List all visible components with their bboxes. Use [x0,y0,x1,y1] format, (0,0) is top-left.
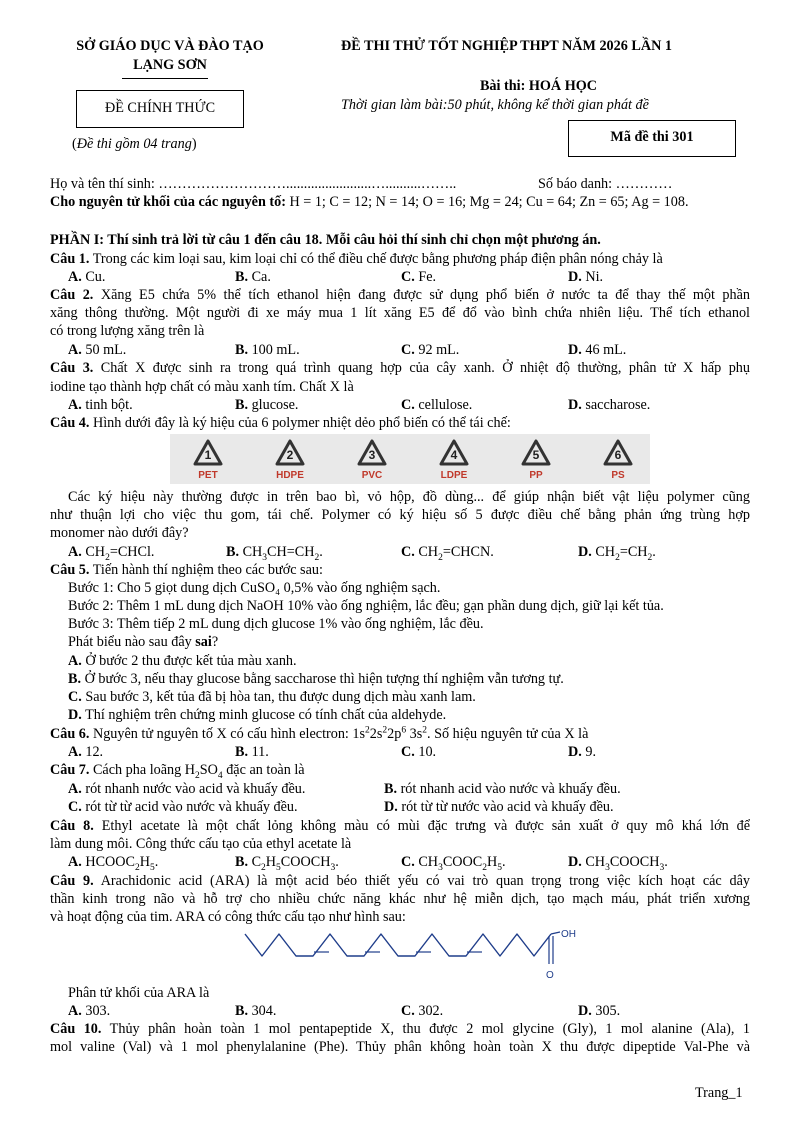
q8-line2: làm dung môi. Công thức cấu tạo của ethyl acetate là [50,836,352,852]
exam-title: ĐỀ THI THỬ TỐT NGHIỆP THPT NĂM 2026 LẦN 1 [341,38,672,54]
o-label: O [546,970,554,981]
q8-option-c: C. $CH_3COOC_2H_5$. [401,854,506,873]
q5-option-d: D. Thí nghiệm trên chứng minh glucose có tính chất của aldehyde. [68,707,447,723]
page-number: Trang_1 [695,1085,743,1101]
q4-option-a: A. $CH_2=CHCl$. [68,544,155,563]
student-id-line: Số báo danh: ………… [538,176,673,192]
subject: Bài thi: HOÁ HỌC [479,78,598,94]
recycle-symbol-2: 2 HDPE [260,434,320,484]
q2-label: Câu 2. [50,287,94,303]
recycle-symbol-3: 3 PVC [342,434,402,484]
q1-option-b: B. Ca. [235,269,271,285]
q6-option-c: C. 10. [401,744,437,760]
recycle-symbol-1: 1 PET [178,434,238,484]
exam-code-box [568,120,736,157]
q9-line3: và hoạt động của tim. ARA có công thức cấu tạo như hình sau: [50,909,406,925]
recycle-symbol-6: 6 PS [588,434,648,484]
q8-line1: Câu 8. Ethyl acetate là một chất lỏng không màu có mùi đặc trưng và được sản xuất ở quy mô khá lớn để [50,818,750,834]
exam-code: Mã đề thi 301 [610,129,694,145]
q3-option-b: B. glucose. [235,397,299,413]
q9-option-d: D. 305. [578,1003,621,1019]
q6-option-b: B. 11. [235,744,269,760]
header-underline [122,78,208,79]
q10-line1: Câu 10. Thủy phân hoàn toàn 1 mol pentapeptide X, thu được 2 mol glycine (Gly), 1 mol alanine (Ala), 1 [50,1021,750,1037]
q2-option-c: C. 92 mL. [401,342,460,358]
part1-title: PHẦN I: Thí sinh trả lời từ câu 1 đến câu 18. Mỗi câu hỏi thí sinh chỉ chọn một phương án. [50,232,601,248]
recycle-symbols [170,434,650,484]
q3-option-d: D. saccharose. [568,397,651,413]
q7-option-a: A. rót nhanh nước vào acid và khuấy đều. [68,781,306,797]
atomic-masses [50,194,689,211]
q5-option-a: A. Ở bước 2 thu được kết tủa màu xanh. [68,653,297,669]
pages-note [72,136,197,153]
q5-step2: Bước 2: Thêm 1 mL dung dịch NaOH 10% vào ống nghiệm, lắc đều; gạn phần dung dịch, giữ lại kết tủa. [68,598,664,614]
q4-line3: monomer nào dưới đây? [50,525,189,541]
q2-option-b: B. 100 mL. [235,342,300,358]
q4-line2: như thuận lợi cho việc thu gom, tái chế. Polymer có ký hiệu số 5 được điều chế bằng phản ứng trùng hợp [50,507,750,523]
q2-line1: Câu 2. Xăng E5 chứa 5% thể tích ethanol hiện đang được sử dụng phổ biến ở nước ta để thay thế một phần [50,287,751,303]
q9-option-a: A. 303. [68,1003,111,1019]
q3-option-c: C. cellulose. [401,397,473,413]
q5-question: Phát biểu nào sau đây sai? [68,634,219,650]
q2-line2: xăng thông thường. Một người đi xe máy mua 1 lít xăng E5 để đổ vào bình chứa nhiên liệu. Thể tích ethanol [50,305,750,321]
ara-structure [240,926,580,984]
official-label: ĐỀ CHÍNH THỨC [104,100,216,116]
q10-line2: mol valine (Val) và 1 mol phenylalanine (Phe). Thủy phân không hoàn toàn X thu được dipeptide Val-Phe và [50,1039,750,1055]
q8-label: Câu 8. [50,818,94,834]
q7-label: Câu 7. [50,762,90,778]
q4-line1: Các ký hiệu này thường được in trên bao bì, vỏ hộp, đồ dùng... để giúp nhận biết vật liệu polymer cũng [68,489,750,505]
q3-line2: iodine tạo thành hợp chất có màu xanh tím. Chất X là [50,379,354,395]
q5-step3: Bước 3: Thêm tiếp 2 mL dung dịch glucose 1% vào ống nghiệm, lắc đều. [68,616,484,632]
q4-option-d: D. $CH_2=CH_2$. [578,544,656,563]
q3-option-a: A. tinh bột. [68,397,133,413]
q4-option-c: C. $CH_2=CHCN$. [401,544,494,563]
pages-note-close: ) [191,136,197,152]
q6-text: Câu 6. Nguyên tử nguyên tố X có cấu hình electron: $1s^22s^22p^6$ $3s^2$. Số hiệu nguyên tử của X là [50,725,589,742]
q6-option-d: D. 9. [568,744,596,760]
q5-text: Câu 5. Tiến hành thí nghiệm theo các bước sau: [50,562,323,578]
q5-step1: Bước 1: Cho 5 giọt dung dịch CuSO₄ 0,5% vào ống nghiệm sạch. [68,580,441,596]
pages-note-open: ( [72,136,77,152]
q5-label: Câu 5. [50,562,90,578]
student-name-line: Họ và tên thí sinh: ………………………........................…..........…….. [50,176,457,192]
q8-option-b: B. $C_2H_5COOCH_3$. [235,854,339,873]
pages-note-text: Đề thi gồm 04 trang [76,136,192,152]
department-province: LẠNG SƠN [133,57,207,73]
department-name: SỞ GIÁO DỤC VÀ ĐÀO TẠO [76,38,264,54]
q2-option-d: D. 46 mL. [568,342,627,358]
q8-option-a: A. $HCOOC_2H_5$. [68,854,159,873]
q1-text [50,250,750,268]
oh-label: OH [561,929,576,940]
q9-line1: Câu 9. Arachidonic acid (ARA) là một acid béo thiết yếu có vai trò quan trọng trong việc kích hoạt các dây [50,873,750,889]
q2-option-a: A. 50 mL. [68,342,127,358]
q1-option-c: C. Fe. [401,269,437,285]
q6-option-a: A. 12. [68,744,104,760]
q7-option-b: B. rót nhanh acid vào nước và khuấy đều. [384,781,621,797]
q1-label: Câu 1. [50,251,90,267]
official-box [76,90,244,128]
q4-option-b: B. $CH_3CH=CH_2$. [226,544,323,563]
q3-label: Câu 3. [50,360,94,376]
q1-option-a: A. Cu. [68,269,106,285]
q9-option-b: B. 304. [235,1003,277,1019]
q7-text: Câu 7. Cách pha loãng $H_2SO_4$ đặc an toàn là [50,762,305,781]
q7-option-d: D. rót từ từ nước vào acid và khuấy đều. [384,799,614,815]
atomic-masses-label: Cho nguyên tử khối của các nguyên tố: [50,194,286,210]
q5-option-b: B. Ở bước 3, nếu thay glucose bằng saccharose thì hiện tượng thí nghiệm vẫn tương tự. [68,671,564,687]
q4-text: Câu 4. Hình dưới đây là ký hiệu của 6 polymer nhiệt dẻo phổ biến có thể tái chế: [50,415,511,431]
time-note: Thời gian làm bài:50 phút, không kể thời gian phát đề [341,97,649,113]
recycle-symbol-5: 5 PP [506,434,566,484]
q1-stem: Trong các kim loại sau, kim loại chỉ có thể điều chế được bằng phương pháp điện phân nóng chảy là [89,251,663,267]
q9-label: Câu 9. [50,873,94,889]
recycle-symbol-4: 4 LDPE [424,434,484,484]
q2-line3: có trong lượng xăng trên là [50,323,205,339]
q5-option-c: C. Sau bước 3, kết tủa đã bị hòa tan, thu được dung dịch màu xanh lam. [68,689,476,705]
q4-label: Câu 4. [50,415,90,431]
q9-mass-question: Phân tử khối của ARA là [68,985,210,1001]
q8-option-d: D. $CH_3COOCH_3$. [568,854,668,873]
q9-line2: thần kinh trong não và hỗ trợ cho nhiều chức năng khác như hệ miễn dịch, tạo mạch máu, phát triển xương [50,891,750,907]
atomic-masses-values: H = 1; C = 12; N = 14; O = 16; Mg = 24; Cu = 64; Zn = 65; Ag = 108. [285,194,689,210]
q7-option-c: C. rót từ từ acid vào nước và khuấy đều. [68,799,298,815]
q6-label: Câu 6. [50,726,90,742]
q9-option-c: C. 302. [401,1003,444,1019]
q3-line1: Câu 3. Chất X được sinh ra trong quá trình quang hợp của cây xanh. Ở nhiệt độ thường, phân tử X hấp phụ [50,360,750,376]
q1-option-d: D. Ni. [568,269,604,285]
q10-label: Câu 10. [50,1021,102,1037]
